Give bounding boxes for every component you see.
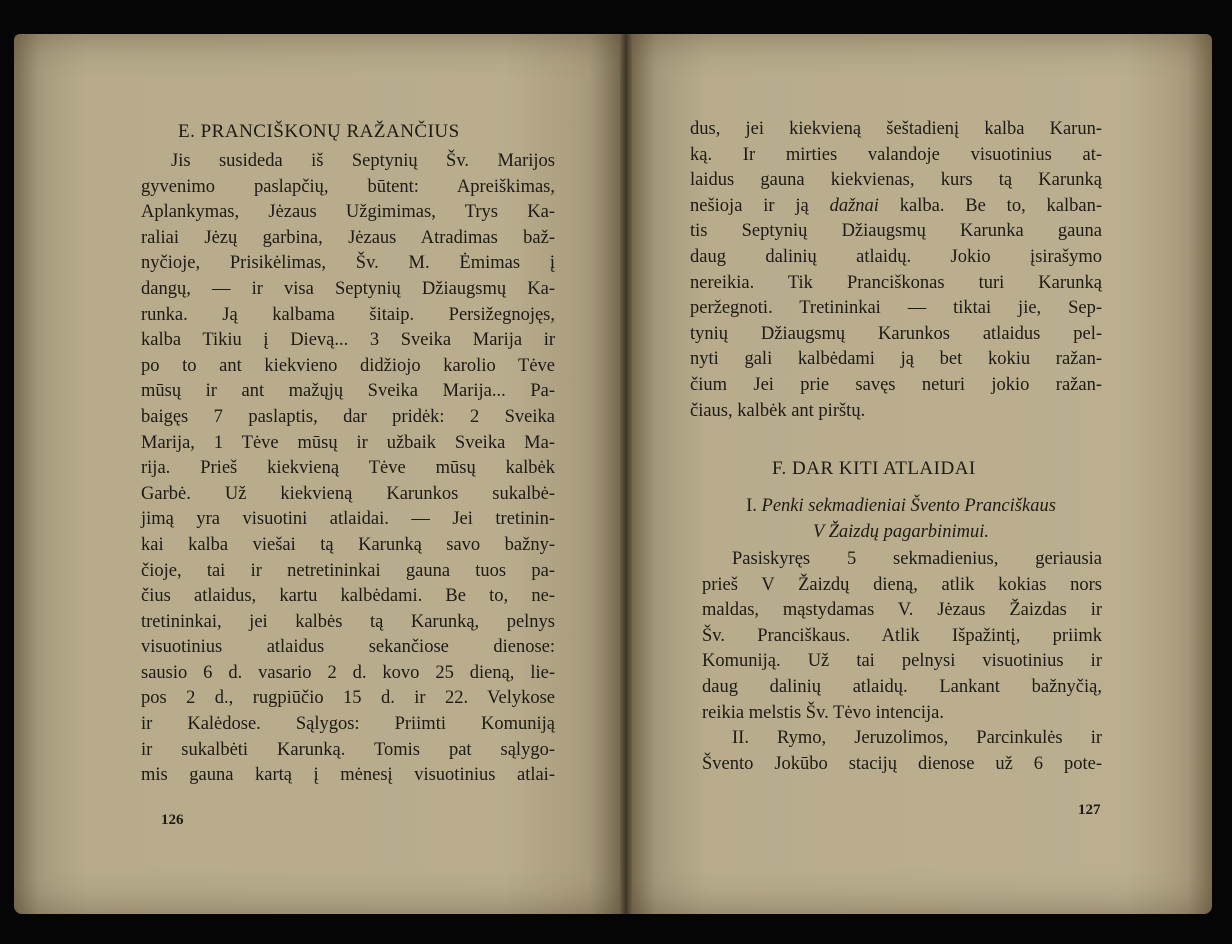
text-line: daug dalinių atlaidų. Jokio įsirašymo (690, 246, 1102, 267)
text-line: kalba Tikiu į Dievą... 3 Sveika Marija ir (141, 330, 555, 351)
text-line: peržegnoti. Tretininkai — tiktai jie, Sep- (690, 298, 1102, 319)
right-page-heading: F. DAR KITI ATLAIDAI (772, 458, 976, 479)
text-line: nyčioje, Prisikėlimas, Šv. M. Ėmimas į (141, 253, 555, 274)
text-line-with-emphasis (690, 194, 1102, 220)
text-line: Garbė. Už kiekvieną Karunkos sukalbė- (141, 483, 555, 504)
text-line: daug dalinių atlaidų. Lankant bažnyčią, (702, 676, 1102, 697)
text-line: II. Rymo, Jeruzolimos, Parcinkulės ir (732, 728, 1102, 749)
text-fragment: kalba. Be to, kalban- (899, 195, 1103, 216)
right-page-number: 127 (1078, 802, 1101, 818)
text-line: jimą yra visuotini atlaidai. — Jei tretinin- (141, 509, 555, 530)
text-line: ką. Ir mirties valandoje visuotinius at- (690, 144, 1102, 165)
text-line: gyvenimo paslapčių, būtent: Apreiškimas, (141, 176, 555, 197)
text-line: Komuniją. Už tai pelnysi visuotinius ir (702, 651, 1102, 672)
text-line: Švento Jokūbo stacijų dienose už 6 pote- (702, 753, 1102, 774)
text-line: runka. Ją kalbama šitaip. Persižegnojęs, (141, 304, 555, 325)
text-line: baigęs 7 paslaptis, dar pridėk: 2 Sveika (141, 406, 555, 427)
text-line: pos 2 d., rugpiūčio 15 d. ir 22. Velykose (141, 688, 555, 709)
emphasis-text: dažnai (829, 195, 879, 216)
text-line: rija. Prieš kiekvieną Tėve mūsų kalbėk (141, 458, 555, 479)
text-line: maldas, mąstydamas V. Jėzaus Žaizdas ir (702, 600, 1102, 621)
left-page-number: 126 (161, 812, 184, 828)
text-line: raliai Jėzų garbina, Jėzaus Atradimas baž- (141, 227, 555, 248)
text-line: ir Kalėdose. Sąlygos: Priimti Komuniją (141, 714, 555, 735)
text-line: prieš V Žaizdų dieną, atlik kokias nors (702, 574, 1102, 595)
text-line: tis Septynių Džiaugsmų Karunka gauna (690, 221, 1102, 242)
text-line: čioje, tai ir netretininkai gauna tuos pa- (141, 560, 555, 581)
text-line: Marija, 1 Tėve mūsų ir užbaik Sveika Ma- (141, 432, 555, 453)
text-line: visuotinius atlaidus sekančiose dienose: (141, 637, 555, 658)
text-line: Jis susideda iš Septynių Šv. Marijos (171, 151, 555, 171)
right-page-text-bottom (702, 547, 1102, 777)
text-line: čiaus, kalbėk ant pirštų. (690, 400, 866, 421)
text-line: tretininkai, jei kalbės tą Karunką, pelnys (141, 611, 555, 632)
text-line: nyti gali kalbėdami ją bet kokiu ražan- (690, 349, 1102, 370)
left-page-text (141, 149, 555, 789)
text-line: reikia melstis Šv. Tėvo intencija. (702, 702, 944, 723)
text-line: Pasiskyręs 5 sekmadienius, geriausia (732, 549, 1102, 569)
text-line: sausio 6 d. vasario 2 d. kovo 25 dieną, lie- (141, 662, 555, 683)
section-title (700, 494, 1102, 545)
text-line: Aplankymas, Jėzaus Užgimimas, Trys Ka- (141, 202, 555, 223)
text-line: ir sukalbėti Karunką. Tomis pat sąlygo- (141, 739, 555, 760)
text-fragment: nešioja ir ją (690, 195, 809, 216)
book-gutter (620, 34, 632, 914)
text-line: mis gauna kartą į mėnesį visuotinius atlai- (141, 765, 555, 786)
section-title-text: Penki sekmadieniai Švento Pranciškaus (761, 496, 1056, 516)
text-line: čius atlaidus, kartu kalbėdami. Be to, ne- (141, 586, 555, 607)
text-line: laidus gauna kiekvienas, kurs tą Karunką (690, 170, 1102, 191)
section-title-line: V Žaizdų pagarbinimui. (813, 521, 989, 542)
text-line: dangų, — ir visa Septynių Džiaugsmų Ka- (141, 278, 555, 299)
text-line: dus, jei kiekvieną šeštadienį kalba Karun- (690, 119, 1102, 139)
text-line: mūsų ir ant mažųjų Sveika Marija... Pa- (141, 381, 555, 402)
section-title-line (700, 494, 1102, 520)
left-page-heading: E. PRANCIŠKONŲ RAŽANČIUS (178, 121, 460, 142)
text-line: tynių Džiaugsmų Karunkos atlaidus pel- (690, 323, 1102, 344)
text-line: čium Jei prie savęs neturi jokio ražan- (690, 374, 1102, 395)
text-line: nereikia. Tik Pranciškonas turi Karunką (690, 272, 1102, 293)
text-line: po to ant kiekvieno didžiojo karolio Tėve (141, 355, 555, 376)
section-number: I. (746, 496, 757, 516)
text-line: kai kalba viešai tą Karunką savo bažny- (141, 534, 555, 555)
right-page-text-top (690, 117, 1102, 424)
text-line: Šv. Pranciškaus. Atlik Išpažintį, priimk (702, 625, 1102, 646)
